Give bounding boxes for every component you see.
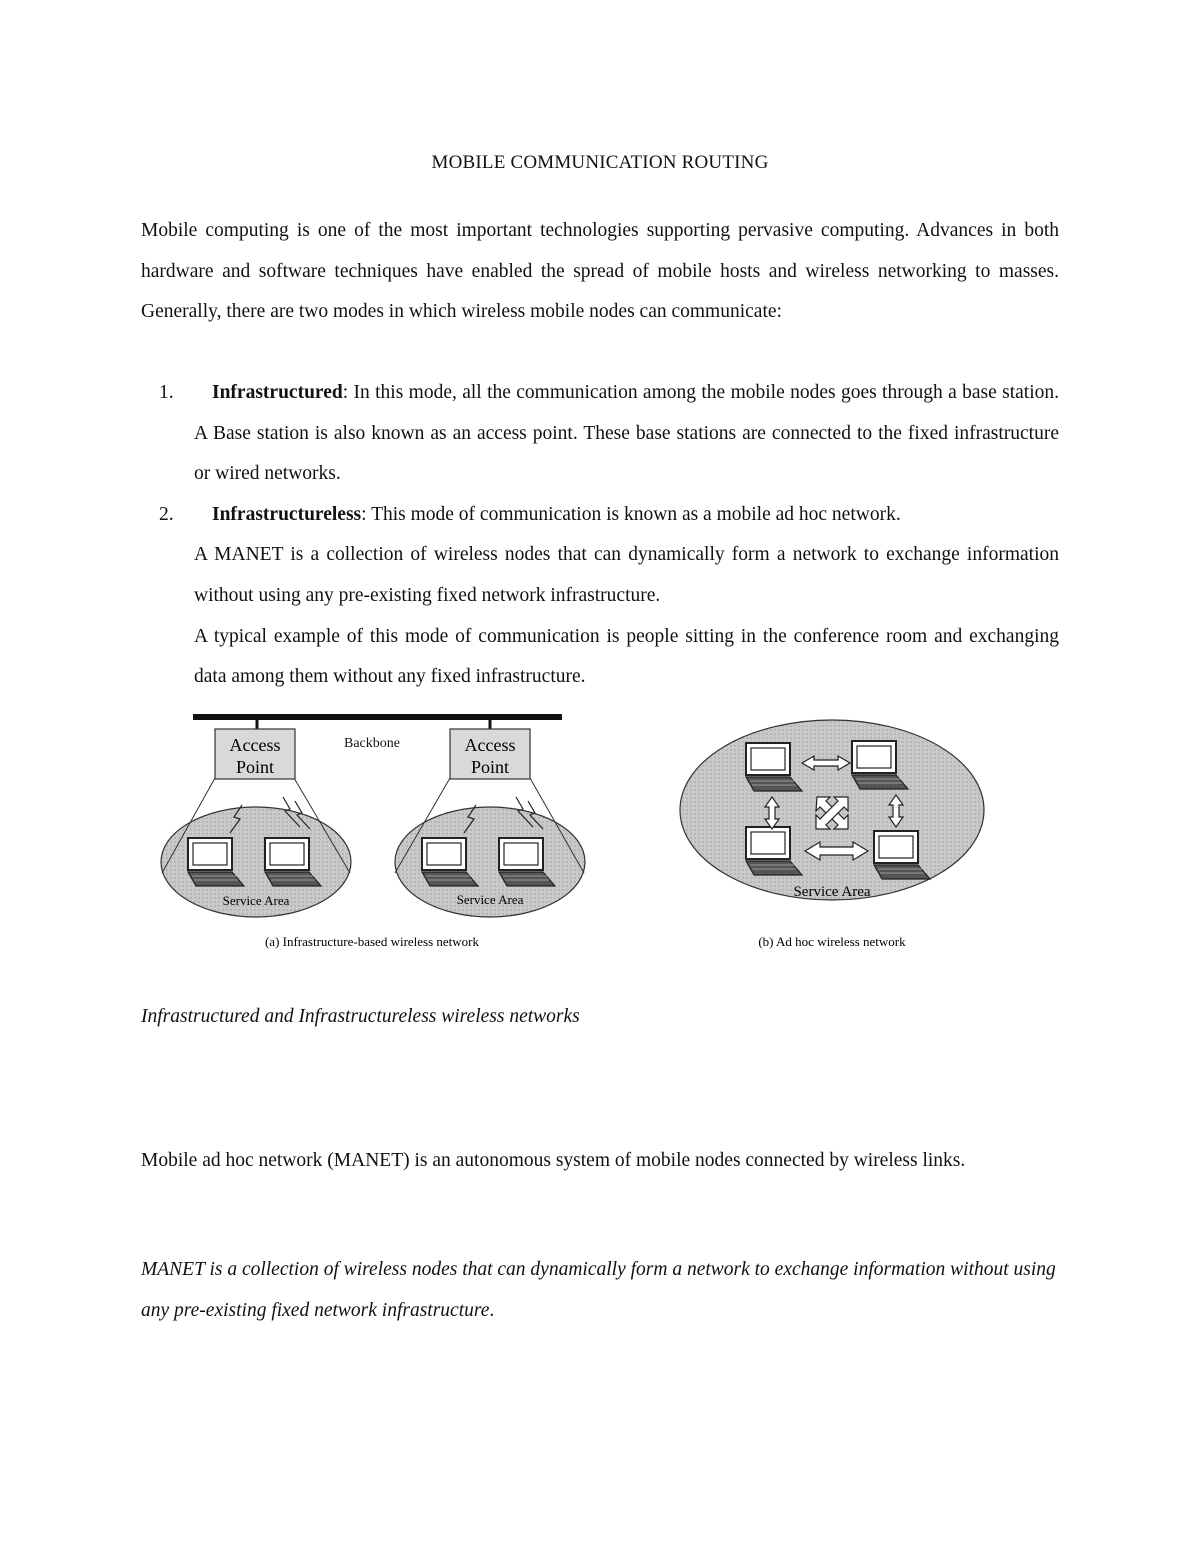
list-text: : In this mode, all the communication among the mobile nodes goes through a base station. A Base station is also known as an access point. These base stations are connected to the fixed infrastructure or wired networks. bbox=[194, 382, 1059, 485]
infrastructure-cell-right bbox=[395, 729, 585, 917]
manet-italic-text: MANET is a collection of wireless nodes that can dynamically form a network to exchange information without using any pre-existing fixed network infrastructure bbox=[141, 1259, 1056, 1321]
page-title: MOBILE COMMUNICATION ROUTING bbox=[431, 152, 769, 173]
manet-italic-definition bbox=[141, 1250, 1059, 1331]
list-term: Infrastructured bbox=[212, 382, 343, 403]
figure-caption-a: (a) Infrastructure-based wireless network bbox=[264, 934, 480, 949]
access-point-label: Access bbox=[464, 735, 516, 755]
access-point-label: Point bbox=[470, 757, 510, 777]
adhoc-cell bbox=[680, 720, 984, 900]
network-figure bbox=[150, 705, 1000, 960]
backbone-label: Backbone bbox=[344, 736, 400, 751]
service-area-label: Service Area bbox=[222, 893, 290, 908]
intro-paragraph: Mobile computing is one of the most important technologies supporting pervasive computing. Advances in both hardware and software techniques have enabled the spread of mobile hosts and wireless networking to masses. Generally, there are two modes in which wireless mobile nodes can communicate: bbox=[141, 220, 1059, 323]
list-number: 1. bbox=[159, 382, 174, 403]
infrastructure-cell-left bbox=[161, 729, 351, 917]
list-item bbox=[141, 373, 1059, 495]
access-point-label: Access bbox=[229, 735, 281, 755]
service-area-label: Service Area bbox=[793, 884, 871, 900]
modes-list bbox=[141, 373, 1059, 698]
manet-italic-period: . bbox=[489, 1299, 495, 1321]
manet-definition: Mobile ad hoc network (MANET) is an autonomous system of mobile nodes connected by wireless links. bbox=[141, 1150, 966, 1171]
list-subtext: A MANET is a collection of wireless nodes that can dynamically form a network to exchange information without using any pre-existing fixed network infrastructure. bbox=[194, 544, 1059, 606]
figure-caption-b: (b) Ad hoc wireless network bbox=[758, 934, 906, 949]
list-subtext: A typical example of this mode of communication is people sitting in the conference room and exchanging data among them without any fixed infrastructure. bbox=[194, 625, 1059, 688]
access-point-label: Point bbox=[235, 757, 275, 777]
service-area-label: Service Area bbox=[456, 892, 524, 907]
list-item bbox=[141, 495, 1059, 698]
list-text: : This mode of communication is known as a mobile ad hoc network. bbox=[361, 503, 901, 525]
list-number: 2. bbox=[159, 503, 174, 525]
list-term: Infrastructureless bbox=[212, 503, 362, 525]
figure-caption: Infrastructured and Infrastructureless wireless networks bbox=[141, 1006, 580, 1027]
